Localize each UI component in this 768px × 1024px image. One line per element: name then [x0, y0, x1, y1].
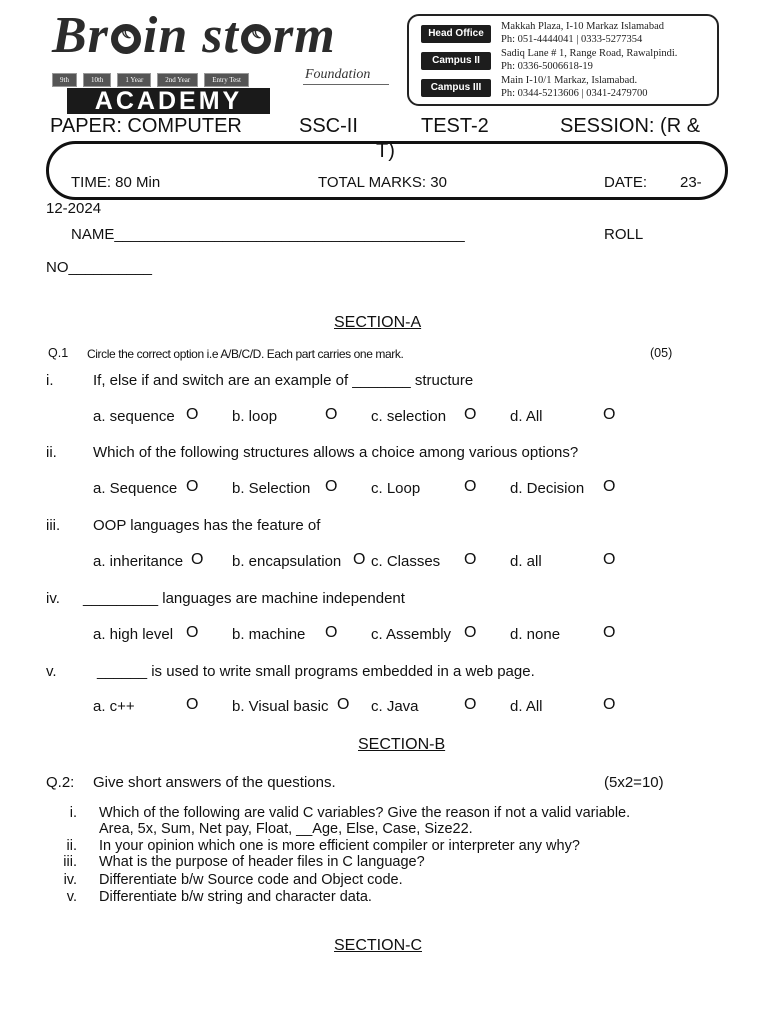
mcq-5-option-c: c. Java: [371, 698, 419, 715]
mcq-3-circle-c[interactable]: O: [464, 551, 477, 568]
short-q-2-text: In your opinion which one is more efficient compiler or interpreter any why?: [99, 838, 580, 854]
mcq-5-number: v.: [46, 663, 57, 680]
mcq-2-circle-d[interactable]: O: [603, 478, 616, 495]
pill-2nd-year: 2nd Year: [157, 73, 198, 87]
mcq-2-option-a: a. Sequence: [93, 480, 178, 497]
mcq-2-number: ii.: [46, 444, 57, 461]
academy-banner: ACADEMY: [67, 88, 270, 114]
mcq-4-circle-d[interactable]: O: [603, 624, 616, 641]
date-value: 23-: [680, 174, 702, 191]
short-q-4-number: iv.: [63, 872, 77, 888]
mcq-4-circle-a[interactable]: O: [186, 624, 199, 641]
short-q-1-text: Which of the following are valid C variables? Give the reason if not a valid variable.: [99, 805, 631, 821]
mcq-4-option-b: b. machine: [232, 626, 306, 643]
mcq-1-circle-a[interactable]: O: [186, 406, 199, 423]
mcq-5-circle-a[interactable]: O: [186, 696, 199, 713]
head-office-phone: Ph: 051-4444041 | 0333-5277354: [501, 34, 643, 45]
campus-3-phone: Ph: 0344-5213606 | 0341-2479700: [501, 88, 648, 99]
campus-3-address: Main I-10/1 Markaz, Islamabad.: [501, 75, 638, 86]
mcq-3-circle-a[interactable]: O: [191, 551, 204, 568]
foundation-label: Foundation: [305, 67, 371, 82]
campus-2-info: [501, 47, 677, 73]
mcq-1-number: i.: [46, 372, 54, 389]
short-q-2-number: ii.: [66, 838, 77, 854]
section-c-title: SECTION-C: [334, 937, 422, 954]
short-q-1-variables: Area, 5x, Sum, Net pay, Float, __Age, Else, Case, Size22.: [99, 821, 473, 837]
head-office-info: [501, 20, 664, 46]
short-q-4-text: Differentiate b/w Source code and Object code.: [99, 872, 403, 888]
mcq-3-option-c: c. Classes: [371, 553, 441, 570]
mcq-1-circle-d[interactable]: O: [603, 406, 616, 423]
pill-10th: 10th: [83, 73, 111, 87]
mcq-3-text: OOP languages has the feature of: [93, 517, 321, 534]
exam-time: TIME: 80 Min: [71, 174, 161, 191]
q2-text: Give short answers of the questions.: [93, 774, 336, 791]
mcq-1-option-d: d. All: [510, 408, 543, 425]
mcq-3-option-b: b. encapsulation: [232, 553, 342, 570]
mcq-5-circle-d[interactable]: O: [603, 696, 616, 713]
mcq-5-option-a: a. c++: [93, 698, 135, 715]
mcq-4-number: iv.: [46, 590, 60, 607]
mcq-1-option-c: c. selection: [371, 408, 447, 425]
mcq-5-circle-c[interactable]: O: [464, 696, 477, 713]
campus-2-phone: Ph: 0336-5006618-19: [501, 61, 593, 72]
section-a-title: SECTION-A: [334, 314, 422, 331]
short-q-3-number: iii.: [63, 854, 77, 870]
mcq-2-option-c: c. Loop: [371, 480, 421, 497]
mcq-3-number: iii.: [46, 517, 61, 534]
paper-subject: PAPER: COMPUTER: [50, 115, 242, 137]
date-value-cont: 12-2024: [46, 200, 102, 217]
logo-part-3: rm: [272, 7, 336, 64]
brain-icon: [111, 24, 141, 54]
campus-3-info: [501, 74, 647, 100]
paper-session: SESSION: (R &: [560, 115, 701, 137]
date-label: DATE:: [604, 174, 648, 191]
mcq-4-circle-b[interactable]: O: [325, 624, 338, 641]
q1-instruction: Circle the correct option i.e A/B/C/D. Each part carries one mark.: [87, 347, 404, 361]
logo-title: [52, 6, 336, 65]
mcq-1-option-a: a. sequence: [93, 408, 175, 425]
mcq-5-option-d: d. All: [510, 698, 543, 715]
head-office-tag: Head Office: [421, 25, 491, 43]
roll-no-field: NO__________: [46, 259, 152, 276]
mcq-3-circle-b[interactable]: O: [353, 551, 366, 568]
mcq-2-option-b: b. Selection: [232, 480, 311, 497]
mcq-4-option-a: a. high level: [93, 626, 174, 643]
mcq-4-circle-c[interactable]: O: [464, 624, 477, 641]
paper-class: SSC-II: [299, 115, 358, 137]
q2-marks: (5x2=10): [604, 774, 664, 791]
pill-entry-test: Entry Test: [204, 73, 249, 87]
q1-marks: (05): [650, 346, 673, 360]
total-marks: TOTAL MARKS: 30: [318, 174, 447, 191]
foundation-underline: [303, 84, 389, 85]
mcq-2-circle-c[interactable]: O: [464, 478, 477, 495]
mcq-4-text: _________ languages are machine independent: [83, 590, 405, 607]
roll-label: ROLL: [604, 226, 644, 243]
mcq-4-option-d: d. none: [510, 626, 561, 643]
pill-9th: 9th: [52, 73, 77, 87]
short-q-3-text: What is the purpose of header files in C language?: [99, 854, 425, 870]
section-b-title: SECTION-B: [358, 736, 446, 753]
campus-2-address: Sadiq Lane # 1, Range Road, Rawalpindi.: [501, 48, 678, 59]
mcq-4-option-c: c. Assembly: [371, 626, 452, 643]
mcq-2-option-d: d. Decision: [510, 480, 585, 497]
paper-session-cont: T): [376, 140, 395, 162]
mcq-3-option-a: a. inheritance: [93, 553, 184, 570]
paper-test: TEST-2: [421, 115, 489, 137]
head-office-address: Makkah Plaza, I-10 Markaz Islamabad: [501, 21, 664, 32]
mcq-2-text: Which of the following structures allows a choice among various options?: [93, 444, 579, 461]
crescent-icon: [241, 24, 271, 54]
short-q-1-number: i.: [69, 805, 77, 821]
short-q-5-text: Differentiate b/w string and character data.: [99, 889, 372, 905]
short-q-5-number: v.: [66, 889, 77, 905]
mcq-1-text: If, else if and switch are an example of _______ structure: [93, 372, 474, 389]
mcq-1-circle-b[interactable]: O: [325, 406, 338, 423]
q2-number: Q.2:: [46, 774, 75, 791]
mcq-3-circle-d[interactable]: O: [603, 551, 616, 568]
mcq-5-text: ______ is used to write small programs embedded in a web page.: [97, 663, 535, 680]
campus-3-tag: Campus III: [421, 79, 491, 97]
name-field: NAME__________________________________________: [71, 226, 465, 243]
mcq-2-circle-b[interactable]: O: [325, 478, 338, 495]
mcq-5-option-b: b. Visual basic: [232, 698, 329, 715]
mcq-1-circle-c[interactable]: O: [464, 406, 477, 423]
pill-1-year: 1 Year: [117, 73, 151, 87]
logo-part-1: Br: [52, 7, 109, 64]
q1-number: Q.1: [48, 346, 69, 360]
mcq-2-circle-a[interactable]: O: [186, 478, 199, 495]
mcq-1-option-b: b. loop: [232, 408, 278, 425]
contact-box: [407, 14, 719, 106]
class-pills: [52, 69, 255, 87]
mcq-5-circle-b[interactable]: O: [337, 696, 350, 713]
mcq-3-option-d: d. all: [510, 553, 542, 570]
logo-part-2: in st: [142, 7, 239, 64]
campus-2-tag: Campus II: [421, 52, 491, 70]
